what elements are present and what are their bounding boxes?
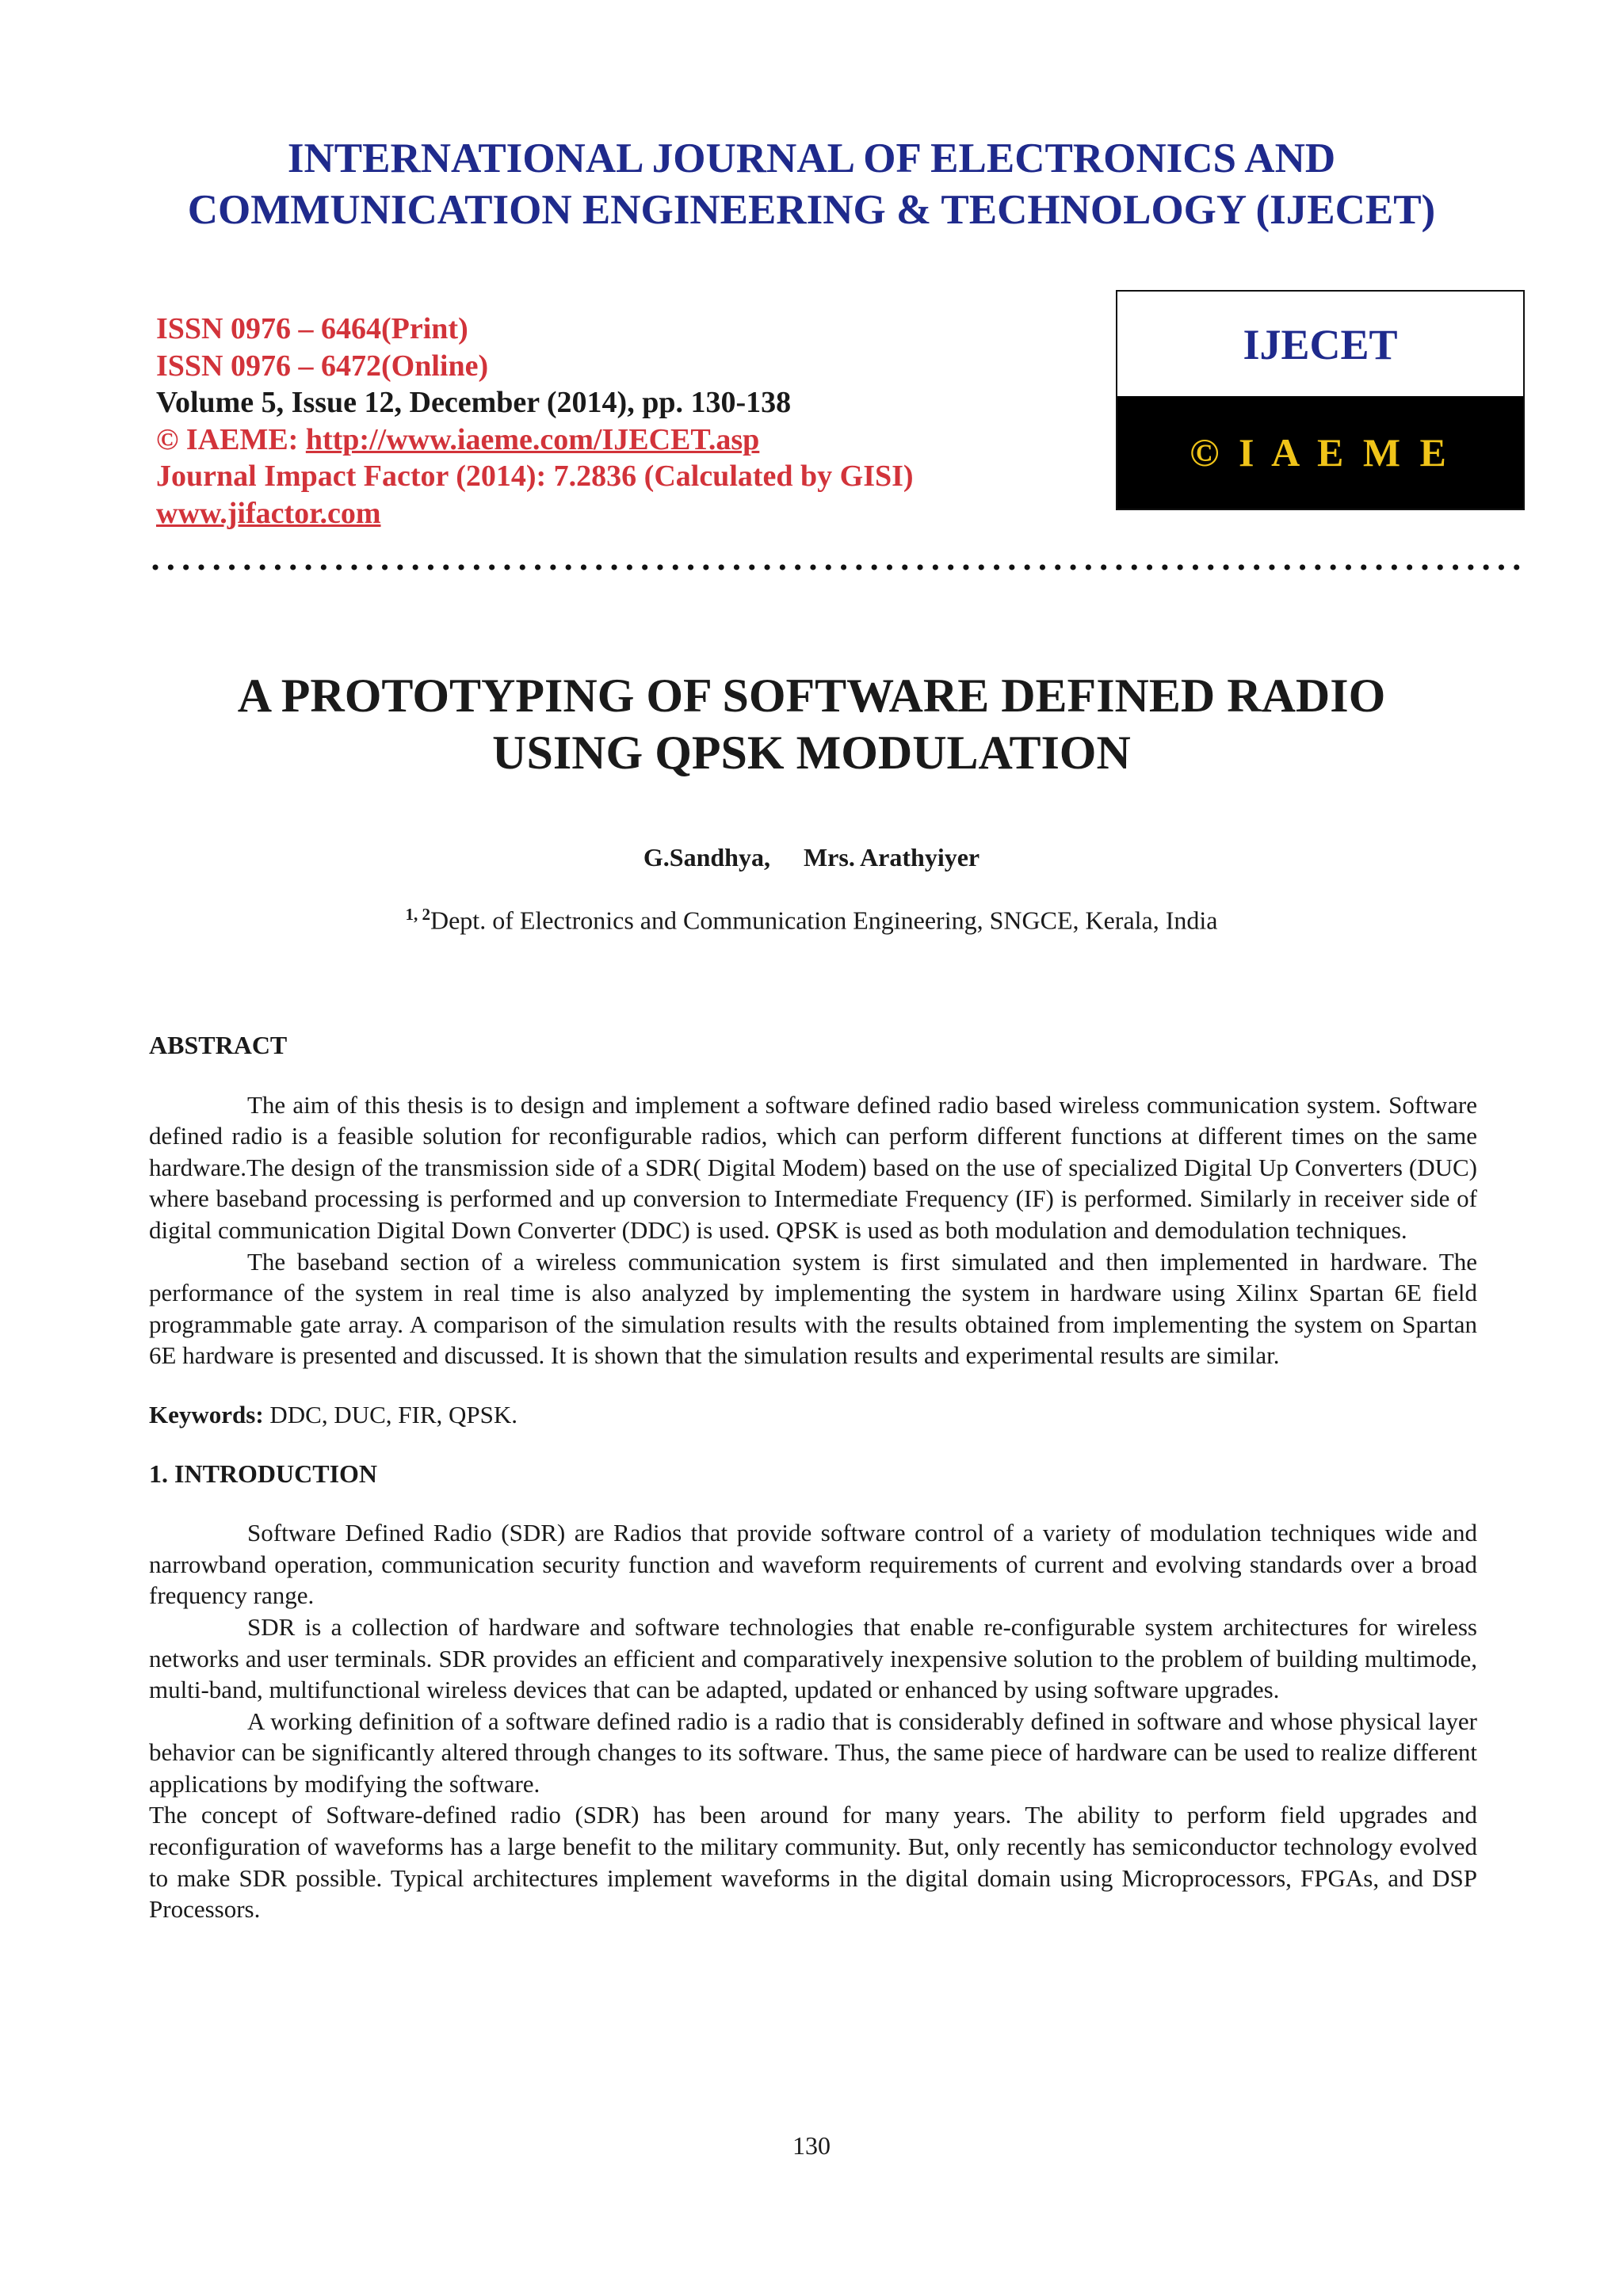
abstract-paragraph-1: The aim of this thesis is to design and implement a software defined radio based wireless communication system. Software defined radio is a feasible solution for reconfigurable radios, which can perform different functions at different times on the same hardware.The design of the transmission side of a SDR( Digital Modem) based on the use of specialized Digital Up Converters (DUC) where baseband processing is performed and up conversion to Intermediate Frequency (IF) is performed. Similarly in receiver side of digital communication Digital Down Converter (DDC) is used. QPSK is used as both modulation and demodulation techniques. <box>149 1090 1477 1244</box>
journal-title <box>0 133 1623 236</box>
paper-title-line1: A PROTOTYPING OF SOFTWARE DEFINED RADIO <box>237 669 1386 722</box>
author-2: Mrs. Arathyiyer <box>803 843 980 871</box>
paper-body <box>149 1030 1477 1925</box>
iaeme-prefix: © IAEME: <box>156 422 306 456</box>
volume-info: Volume 5, Issue 12, December (2014), pp. 130-138 <box>156 386 792 419</box>
affiliation <box>0 905 1623 936</box>
iaeme-line <box>156 421 1067 459</box>
paper-title-line2: USING QPSK MODULATION <box>492 727 1131 779</box>
journal-meta <box>156 311 1067 532</box>
issn-print: ISSN 0976 – 6464(Print) <box>156 312 468 345</box>
journal-logo <box>1116 290 1525 510</box>
jifactor-line <box>156 495 1067 532</box>
author-1: G.Sandhya, <box>643 843 770 871</box>
affiliation-marker: 1, 2 <box>405 905 430 924</box>
keywords <box>149 1399 1477 1431</box>
keywords-text: DDC, DUC, FIR, QPSK. <box>263 1400 518 1428</box>
page-number: 130 <box>792 2131 831 2160</box>
abstract-heading: ABSTRACT <box>149 1031 288 1059</box>
journal-title-line2: COMMUNICATION ENGINEERING & TECHNOLOGY (IJECET) <box>187 187 1436 233</box>
logo-ijecet: IJECET <box>1243 321 1398 368</box>
logo-iaeme: © I A E M E <box>1117 396 1523 509</box>
iaeme-link[interactable]: http://www.iaeme.com/IJECET.asp <box>305 422 760 456</box>
introduction-heading: 1. INTRODUCTION <box>149 1459 378 1488</box>
affiliation-text: Dept. of Electronics and Communication Engineering, SNGCE, Kerala, India <box>430 906 1218 935</box>
authors <box>0 843 1623 872</box>
issn-online: ISSN 0976 – 6472(Online) <box>156 349 489 383</box>
paper-title <box>0 667 1623 781</box>
keywords-label: Keywords: <box>149 1400 264 1428</box>
intro-paragraph-1: Software Defined Radio (SDR) are Radios that provide software control of a variety of modulation techniques wide and narrowband operation, communication security function and waveform requirements of current and evolving standards over a broad frequency range. <box>149 1519 1477 1610</box>
journal-title-line1: INTERNATIONAL JOURNAL OF ELECTRONICS AND <box>287 135 1336 181</box>
dotted-divider <box>151 559 1529 575</box>
intro-paragraph-3: A working definition of a software defined radio is a radio that is considerably defined in software and whose physical layer behavior can be significantly altered through changes to its software. Thus, the same piece of hardware can be used to realize different applications by modifying the software. <box>149 1707 1477 1798</box>
jifactor-link[interactable]: www.jifactor.com <box>156 496 381 530</box>
intro-paragraph-4: The concept of Software-defined radio (SDR) has been around for many years. The ability to perform field upgrades and reconfiguration of waveforms has a large benefit to the military community. But, only recently has semiconductor technology evolved to make SDR possible. Typical architectures implement waveforms in the digital domain using Microprocessors, FPGAs, and DSP Processors. <box>149 1801 1477 1924</box>
impact-factor: Journal Impact Factor (2014): 7.2836 (Calculated by GISI) <box>156 460 914 493</box>
abstract-paragraph-2: The baseband section of a wireless communication system is first simulated and then implemented in hardware. The performance of the system in real time is also analyzed by implementing the system in hardware using Xilinx Spartan 6E field programmable gate array. A comparison of the simulation results with the results obtained from implementing the system on Spartan 6E hardware is presented and discussed. It is shown that the simulation results and experimental results are similar. <box>149 1247 1477 1370</box>
intro-paragraph-2: SDR is a collection of hardware and software technologies that enable re-configurable system architectures for wireless networks and user terminals. SDR provides an efficient and comparatively inexpensive solution to the problem of building multimode, multi-band, multifunctional wireless devices that can be adapted, updated or enhanced by using software upgrades. <box>149 1612 1477 1704</box>
